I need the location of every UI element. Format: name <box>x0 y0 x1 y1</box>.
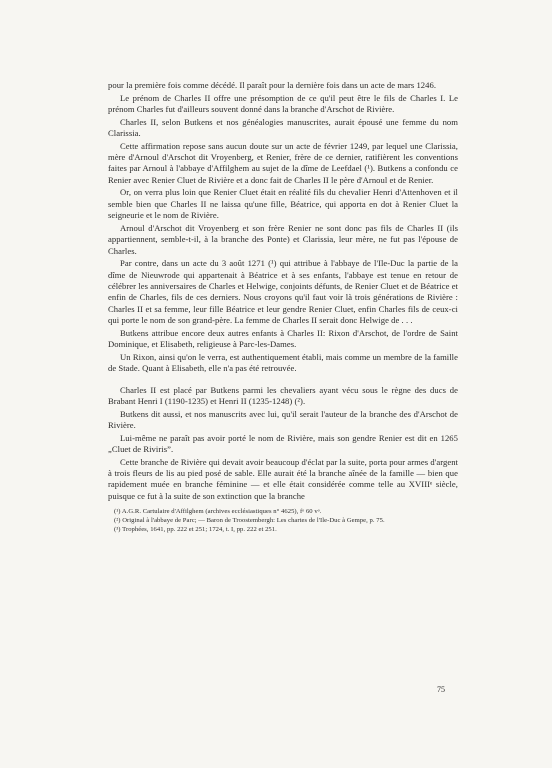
paragraph: Un Rixon, ainsi qu'on le verra, est authentiquement établi, mais comme un membre de la famille de Stade. Quant à Elisabeth, elle n'a pas été retrouvée. <box>108 351 458 374</box>
paragraph: Charles II est placé par Butkens parmi les chevaliers ayant vécu sous le règne des ducs de Brabant Henri I (1190-1235) et Henri II (1235-1248) (²). <box>108 384 458 407</box>
paragraph: Cette branche de Rivière qui devait avoir beaucoup d'éclat par la suite, porta pour armes d'argent à trois fleurs de lis au pied posé de sable. Elle aurait été la branche aînée de la famille — bien que rapidement muée en branche féminine — et elle était considérée comme telle au XVIIIᵉ siècle, puisque ce fut à la suite de son extinction que la branche <box>108 456 458 501</box>
paragraph: Or, on verra plus loin que Renier Cluet était en réalité fils du chevalier Henri d'Attenhoven et il semble bien que Charles II ne laissa qu'une fille, Béatrice, qui apporta en dot à Renier Cluet la seigneurie et le nom de Rivière. <box>108 187 458 221</box>
paragraph: Charles II, selon Butkens et nos généalogies manuscrites, aurait épousé une femme du nom Clarissia. <box>108 116 458 138</box>
body-text <box>108 80 458 535</box>
paragraph: Butkens dit aussi, et nos manuscrits avec lui, qu'il serait l'auteur de la branche des d'Arschot de Rivière. <box>108 408 458 431</box>
footnote: (³) Trophées, 1641, pp. 222 et 251; 1724, t. I, pp. 222 et 251. <box>114 525 277 533</box>
paragraph: Arnoul d'Arschot dit Vroyenberg et son frère Renier ne sont donc pas fils de Charles II (ils appartiennent, semble-t-il, à la branche des Ponte) et Clarissia, leur mère, ne fut pas l'épouse de Charles. <box>108 222 458 256</box>
footnote: (¹) A.G.R. Cartulaire d'Affilghem (archives ecclésiastiques n° 4625), fᵒ 60 vᵒ. <box>114 508 322 516</box>
paragraph: Butkens attribue encore deux autres enfants à Charles II: Rixon d'Arschot, de l'ordre de Saint Dominique, et Elisabeth, religieuse à Parc-les-Dames. <box>108 327 458 350</box>
footnotes <box>108 508 458 534</box>
paragraph: Le prénom de Charles II offre une présomption de ce qu'il peut être le fils de Charles I. Le prénom Charles fut d'ailleurs souvent donné dans la branche d'Arschot de Rivière. <box>108 92 458 114</box>
paragraph: Lui-même ne paraît pas avoir porté le nom de Rivière, mais son gendre Renier est dit en 1265 „Cluet de Riviris”. <box>108 432 458 455</box>
page-number: 75 <box>437 685 445 694</box>
paragraph: Cette affirmation repose sans aucun doute sur un acte de février 1249, par lequel une Clarissia, mère d'Arnoul d'Arschot dit Vroyenberg, et Renier, frère de ce dernier, ratifièrent les conventions faites par Arnoul à l'abbaye d'Affilghem au sujet de la dîme de Leefdael (¹). Butkens a confondu ce Renier avec Renier Cluet de Rivière et a donc fait de Charles II le père d'Arnoul et de Renier. <box>108 140 458 185</box>
paragraph: pour la première fois comme décédé. Il paraît pour la dernière fois dans un acte de mars 1246. <box>108 80 437 90</box>
footnote: (²) Original à l'abbaye de Parc; — Baron de Troostembergh: Les chartes de l'Ile-Duc à Gempe, p. 75. <box>114 517 385 525</box>
paragraph: Par contre, dans un acte du 3 août 1271 (¹) qui attribue à l'abbaye de l'Ile-Duc la partie de la dîme de Nieuwrode qui appartenait à Béatrice et à ses enfants, l'abbaye est tenue en retour de célébrer les anniversaires de Charles et Helwige, conjoints défunts, de Renier Cluet et de Béatrice et enfin de Charles, fils de ces derniers. Nous croyons qu'il faut voir là trois générations de Rivière : Charles II et sa femme, leur fille Béatrice et leur gendre Renier Cluet, enfin Charles fils de ceux-ci qui porte le nom de son grand-père. La femme de Charles II serait donc Helwige de . . . <box>108 258 458 326</box>
